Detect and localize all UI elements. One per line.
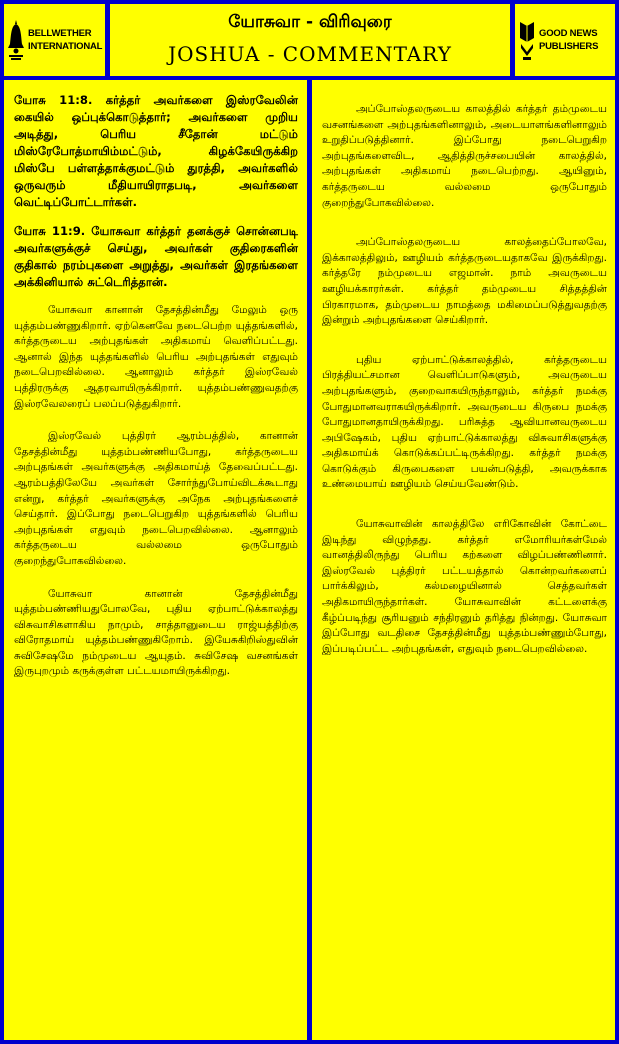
commentary-paragraph: இஸ்ரவேல் புத்திரர் ஆரம்பத்தில், கானான் தேசத்தின்மீது யுத்தம்பண்ணியபோது, கர்த்தருடைய அற்புதங்கள் அவர்களுக்கு அதிகமாய்த் தேவைப்பட்டது. ஆரம்பத்திலேயே அவர்கள் சோர்ந்துபோய்விடக்கூடாது என்று, கர்த்தர் அவர்களுக்கு அநேக அற்புதங்களைச் செய்தார். இப்போது நடைபெறுகிற யுத்தங்களில் பெரிய அற்புதங்கள் எதுவும் நடைபெறவில்லை. ஆனாலும் கர்த்தருடைய வல்லமை ஒருபோதும் குறைந்துபோகவில்லை. (14, 430, 298, 567)
left-column (4, 80, 307, 1040)
commentary-paragraph: புதிய ஏற்பாட்டுக்காலத்தில், கர்த்தருடைய பிரத்தியட்சமான வெளிப்பாடுகளும், அவருடைய அற்புதங்களும், குறைவாகயிருந்தாலும், கர்த்தர் நமக்கு போதுமானவராகயிருக்கிறார். அவருடைய கிருபை நமக்கு போதுமானதாயிருக்கிறது. பரிசுத்த ஆவியானவருடைய அபிஷேகம், புதிய ஏற்பாட்டுக்காலத்து விசுவாசிகளுக்கு அதிகமாய்க் கொடுக்கப்பட்டிருக்கிறது. கர்த்தர் நமக்கு கொடுக்கும் கிருபைகளை பயன்படுத்தி, அவருக்காக உண்மையாய் ஊழியம் செய்யவேண்டும். (322, 353, 607, 491)
logo-right-line2: PUBLISHERS (539, 41, 599, 52)
right-column (312, 80, 615, 1040)
bellwether-logo (4, 4, 105, 76)
hands-book-icon (518, 18, 536, 62)
verse-11-8: யோசு 11:8. கர்த்தர் அவர்களை இஸ்ரவேலின் கையில் ஒப்புக்கொடுத்தார்; அவர்களை முறிய அடித்து, பெரிய சீதோன் மட்டும் மிஸ்ரேபோத்மாயிம்மட்டும், கிழக்கேயிருக்கிற மிஸ்பே பள்ளத்தாக்குமட்டும் துரத்தி, அவர்களில் ஒருவரும் மீதியாயிராதபடி, அவர்களை வெட்டிப்போட்டார்கள். (14, 93, 298, 209)
title-english: JOSHUA - COMMENTARY (168, 42, 452, 66)
commentary-paragraph: யோசுவா கானான் தேசத்தின்மீது யுத்தம்பண்ணியதுபோலவே, புதிய ஏற்பாட்டுக்காலத்து விசுவாசிகளாகிய நாமும், சாத்தானுடைய ராஜ்யத்திற்கு விரோதமாய் யுத்தம்பண்ணுகிறோம். இயேசுகிறிஸ்துவின் சுவிசேஷமே நம்முடைய ஆயுதம். சுவிசேஷ வசனங்கள் இருபுறமும் கருக்குள்ள பட்டயமாயிருக்கிறது. (14, 587, 298, 678)
logo-left-line2: INTERNATIONAL (28, 41, 103, 52)
title-tamil: யோசுவா - விரிவுரை (228, 12, 392, 32)
logo-right-line1: GOOD NEWS (539, 28, 598, 39)
commentary-paragraph: அப்போஸ்தலருடைய காலத்தைப்போலவே, இக்காலத்திலும், ஊழியம் கர்த்தருடையதாகவே இருக்கிறது. கர்த்தரே நம்முடைய எஜமான். நாம் அவருடைய ஊழியக்காரர்கள். கர்த்தர் தம்முடைய சித்தத்தின் பிரகாரமாக, தம்முடைய நாமத்தை மகிமைப்படுத்துவதற்கு இன்றும் அற்புதங்களை செய்கிறார். (322, 236, 607, 327)
commentary-paragraph: யோசுவாவின் காலத்திலே எரிகோவின் கோட்டை இடிந்து விழுந்தது. கர்த்தர் எமோரியர்கள்மேல் வானத்திலிருந்து பெரிய கற்களை விழப்பண்ணினார். இஸ்ரவேல் புத்திரர் பட்டயத்தால் கொன்றவர்களைப் பார்க்கிலும், கல்மழையினால் செத்தவர்கள் அதிகமாயிருந்தார்கள். யோசுவாவின் கட்டளைக்கு கீழ்ப்படிந்து சூரியனும் சந்திரனும் தரித்து நின்றது. யோசுவா இப்போது வடதிசை தேசத்தின்மீது யுத்தம்பண்ணும்போது, இப்படிப்பட்ட அற்புதங்கள், எதுவும் நடைபெறவில்லை. (322, 518, 607, 655)
good-news-logo (515, 4, 615, 76)
logo-left-line1: BELLWETHER (28, 28, 92, 39)
page-header (110, 4, 510, 76)
bell-icon (7, 18, 25, 62)
commentary-paragraph: யோசுவா கானான் தேசத்தின்மீது மேலும் ஒரு யுத்தம்பண்ணுகிறார். ஏற்கெனவே நடைபெற்ற யுத்தங்களில், கர்த்தருடைய அற்புதங்கள் அதிகமாய் வெளிப்பட்டது. ஆனால் இந்த யுத்தங்களில் பெரிய அற்புதங்கள் எதுவும் நடைபெறவில்லை. ஆனாலும் கர்த்தர் இஸ்ரவேல் புத்திரருக்கு ஆதரவாயிருக்கிறார். யுத்தம்பண்ணுவதற்கு இஸ்ரவேலரைப் பலப்படுத்துகிறார். (14, 304, 298, 410)
verse-11-9: யோசு 11:9. யோசுவா கர்த்தர் தனக்குச் சொன்னபடி அவர்களுக்குச் செய்து, அவர்கள் குதிரைகளின் குதிகால் நரம்புகளை அறுத்து, அவர்கள் இரதங்களை அக்கினியால் சுட்டெரித்தான். (14, 224, 298, 289)
commentary-paragraph: அப்போஸ்தலருடைய காலத்தில் கர்த்தர் தம்முடைய வசனங்களை அற்புதங்களினாலும், அடையாளங்களினாலும் உறுதிப்படுத்தினார். இப்போது நடைபெறுகிற அற்புதங்களைவிட, ஆதித்திருச்சபையின் காலத்தில், அற்புதங்கள் அதிகமாய் நடைபெற்றது. ஆயினும், கர்த்தருடைய வல்லமை ஒருபோதும் குறைந்துபோகவில்லை. (322, 103, 607, 209)
